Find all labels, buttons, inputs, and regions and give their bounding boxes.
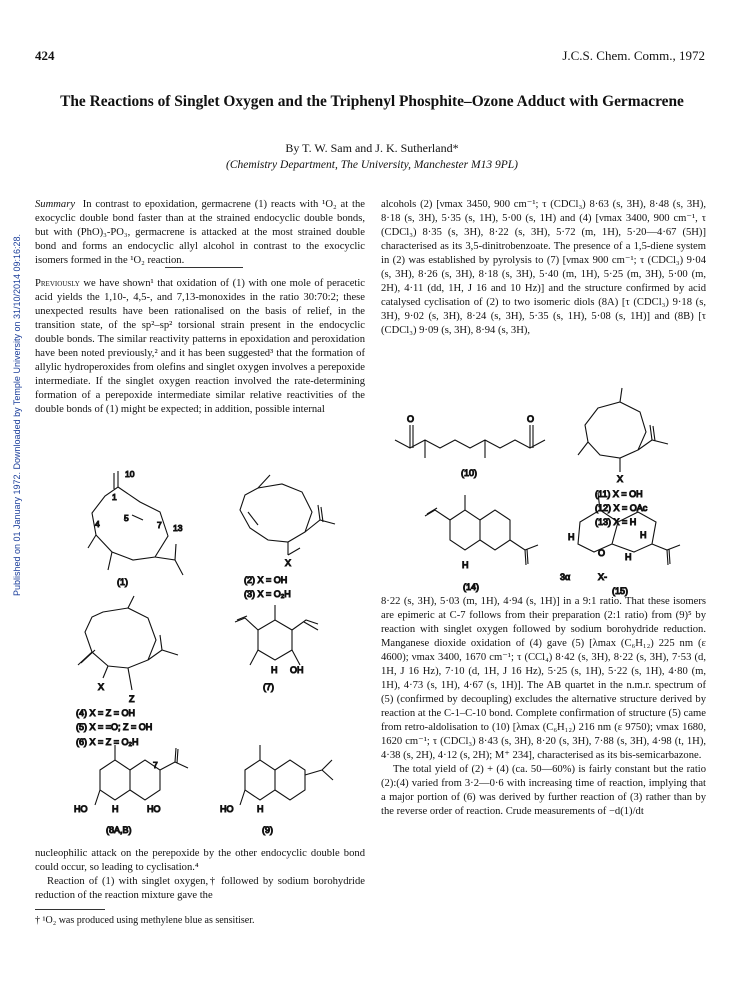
author-line: By T. W. Sam and J. K. Sutherland* bbox=[285, 141, 459, 155]
atom-7: 7 bbox=[157, 520, 162, 530]
page-number: 424 bbox=[35, 48, 55, 63]
c7-8: 7 bbox=[153, 760, 158, 770]
label-2: (2) X = OH bbox=[244, 575, 288, 585]
label-5: (5) X = =O; Z = OH bbox=[76, 722, 153, 732]
lead-word: Previously bbox=[35, 278, 80, 289]
label-3: (3) X = O₂H bbox=[244, 589, 291, 599]
reaction-paragraph: Reaction of (1) with singlet oxygen,† followed by sodium borohydride reduction of the reaction mixture gave the bbox=[35, 876, 365, 901]
summary-text: In contrast to epoxidation, germacrene (1) reacts with ¹O₂ at the exocyclic double bond faster than at the strained endocyclic double bonds, but with (PhO)₃-PO₃, germacrene is attacked at the most strained double bond and forms an endocyclic allyl alcohol in contrast to the exocyclic isomers formed in the ¹O₂ reaction. bbox=[35, 199, 365, 266]
results-paragraph: 8·22 (s, 3H), 5·03 (m, 1H), 4·94 (s, 1H)] in a 9:1 ratio. That these isomers are epimeric at C-7 follows from their preparation (2:1 ratio) from (9)⁵ by reaction with singlet oxygen followed by sodium borohydride reduction. Manganese dioxide oxidation of (4) gave (5) [λmax (C₆H₁₂) 225 nm (ε 4600); νmax 3400, 1670 cm⁻¹; τ (CCl₄) 8·42 (s, 3H), 8·22 (s, 3H), 7·53 (d, 1H, J 16 Hz), 7·10 (d, 1H, J 16 Hz), 5·25 (s, 1H), 5·22 (s, 1H), 4·80 (m, 1H), 4·73 (s, 1H), 4·67 (s, 1H)]. The AB quartet in the n.m.r. spectrum of (5) (confirmed by decoupling) excludes the alternative structure derived by reaction at the C-1–C-10 bond. Complete confirmation of structure (5) came from retro-aldolisation to (10) [λmax (C₆H₁₂) 216 nm (ε 9750); νmax 1680, 1620 cm⁻¹; τ (CDCl₃) 8·43 (s, 3H), 8·20 (s, 3H), 7·88 (s, 3H), 4·98 (t, 1H), 4·38 (s, 2H), 4·12 (s, 2H); M⁺ 234], characterised as its bis-semicarbazone. bbox=[381, 596, 706, 761]
col2-paragraph-1: alcohols (2) [νmax 3450, 900 cm⁻¹; τ (CDCl₃) 8·63 (s, 3H), 8·48 (s, 3H), 8·18 (s, 3H), 5·35 (s, 1H), 5·00 (s, 1H) and (4) [νmax 3400, 900 cm⁻¹, τ (CDCl₃) 8·35 (s, 3H), 8·22 (s, 3H), 5·72 (m, 1H), 5·20—4·67 (5H)] characterised as its 3,5-dinitrobenzoate. The presence of a 1,5-diene system in (2) was established by pyrolysis to (7) [νmax 900 cm⁻¹; τ (CDCl₃) 9·04 (s, 3H), 8·26 (s, 3H), 8·18 (s, 3H), 5·40 (m, 1H), 5·25 (m, 3H), 5·00 (m, 2H), 4·11 (dd, 1H, J 16 and 10 Hz)] and the structure confirmed by acid catalysed cyclisation of (2) to two isomeric diols (8A) [τ (CDCl₃) 9·18 (s, 3H), 9·02 (s, 3H), 8·24 (s, 3H), 5·35 (s, 1H), 5·08 (s, 1H)] and (8B) [τ (CDCl₃) 9·09 (s, 3H), 8·94 (s, 3H), bbox=[381, 199, 706, 336]
yield-paragraph: The total yield of (2) + (4) (ca. 50—60%) is fairly constant but the ratio (2):(4) varied from 3·2—0·6 with increasing time of reaction, implying that a major portion of (6) was derived by further reaction of (3) rather than by the reverse order of reaction. Crude measurements of −d(1)/dt bbox=[381, 764, 706, 817]
atom-10: 10 bbox=[125, 469, 135, 479]
structure-8 bbox=[95, 745, 188, 805]
oxygen-10a: O bbox=[407, 414, 415, 424]
label-11: (11) X = OH bbox=[595, 489, 643, 499]
h-14: H bbox=[462, 560, 469, 570]
h-8: H bbox=[112, 804, 119, 814]
watermark-text: Published on 01 January 1972. Downloaded by Temple University on 31/10/2014 09:16:28. bbox=[12, 233, 22, 597]
label-6: (6) X = Z = O₂H bbox=[76, 737, 139, 747]
intro-text: we have shown¹ that oxidation of (1) with one mole of peracetic acid yields the 1,10-, 4,5-, and 7,13-monoxides in the ratio 30:70:2; these unexpected results have been rationalised on the basis of relief, in the transition state, of the sp²–sp² torsional strain present in the endocyclic double bonds. The similar reactivity patterns in epoxidation and peroxidation have been noted previously,² and it has been suggested³ that the formation of allylic hydroperoxides from olefins and singlet oxygen involves a perepoxide intermediate. If the singlet oxygen reaction involved the rate-determining formation of a perepoxide intermediate similar relative reactivities of the double bonds of (1) might be expected; in addition, possible internal bbox=[35, 278, 365, 415]
atom-4: 4 bbox=[95, 519, 100, 529]
label-13: (13) X = H bbox=[595, 517, 637, 527]
oh-7: OH bbox=[290, 665, 304, 675]
substituent-x-2: X bbox=[285, 558, 292, 568]
label-4: (4) X = Z = OH bbox=[76, 708, 136, 718]
oxygen-10b: O bbox=[527, 414, 535, 424]
label-9: (9) bbox=[262, 825, 273, 835]
affiliation: (Chemistry Department, The University, Manchester M13 9PL) bbox=[226, 159, 518, 171]
label-14: (14) bbox=[463, 582, 480, 592]
label-8: (8A,B) bbox=[106, 825, 132, 835]
structure-11-13 bbox=[578, 388, 668, 472]
structure-9 bbox=[240, 745, 333, 805]
ho-9: HO bbox=[220, 804, 234, 814]
label-12: (12) X = OAc bbox=[595, 503, 648, 513]
h-15c: H bbox=[625, 552, 632, 562]
substituent-z-4: Z bbox=[129, 694, 135, 704]
structure-10 bbox=[395, 425, 545, 458]
ho-8: HO bbox=[74, 804, 88, 814]
atom-1: 1 bbox=[112, 492, 117, 502]
journal-header: J.C.S. Chem. Comm., 1972 bbox=[562, 48, 705, 63]
summary-label: Summary bbox=[35, 199, 76, 210]
oxygen-15: O bbox=[598, 548, 606, 558]
oh-8: HO bbox=[147, 804, 161, 814]
label-15: (15) bbox=[612, 586, 629, 596]
structure-2-3 bbox=[240, 475, 335, 555]
atom-13: 13 bbox=[173, 523, 183, 533]
h-9: H bbox=[257, 804, 264, 814]
atom-5: 5 bbox=[124, 513, 129, 523]
label-7: (7) bbox=[263, 682, 274, 692]
structure-7 bbox=[235, 605, 318, 665]
h-15b: H bbox=[640, 530, 647, 540]
structure-4-6 bbox=[78, 596, 178, 690]
substituent-x-4: X bbox=[98, 682, 105, 692]
h-7: H bbox=[271, 665, 278, 675]
label-1: (1) bbox=[117, 577, 128, 587]
substituent-x-11: X bbox=[617, 474, 624, 484]
h-15a: H bbox=[568, 532, 575, 542]
structure-1 bbox=[88, 471, 183, 575]
structure-14 bbox=[425, 495, 538, 565]
footnote: † ¹O₂ was produced using methylene blue as sensitiser. bbox=[35, 915, 255, 926]
nucleophilic-paragraph: nucleophilic attack on the perepoxide by the other endocyclic double bond could occur, so leading to cyclisation.⁴ bbox=[35, 848, 365, 873]
substituent-x-15: X- bbox=[598, 572, 607, 582]
alpha-15: 3α bbox=[560, 572, 571, 582]
label-10: (10) bbox=[461, 468, 478, 478]
paper-title: The Reactions of Singlet Oxygen and the Triphenyl Phosphite–Ozone Adduct with Germacrene bbox=[60, 93, 684, 110]
